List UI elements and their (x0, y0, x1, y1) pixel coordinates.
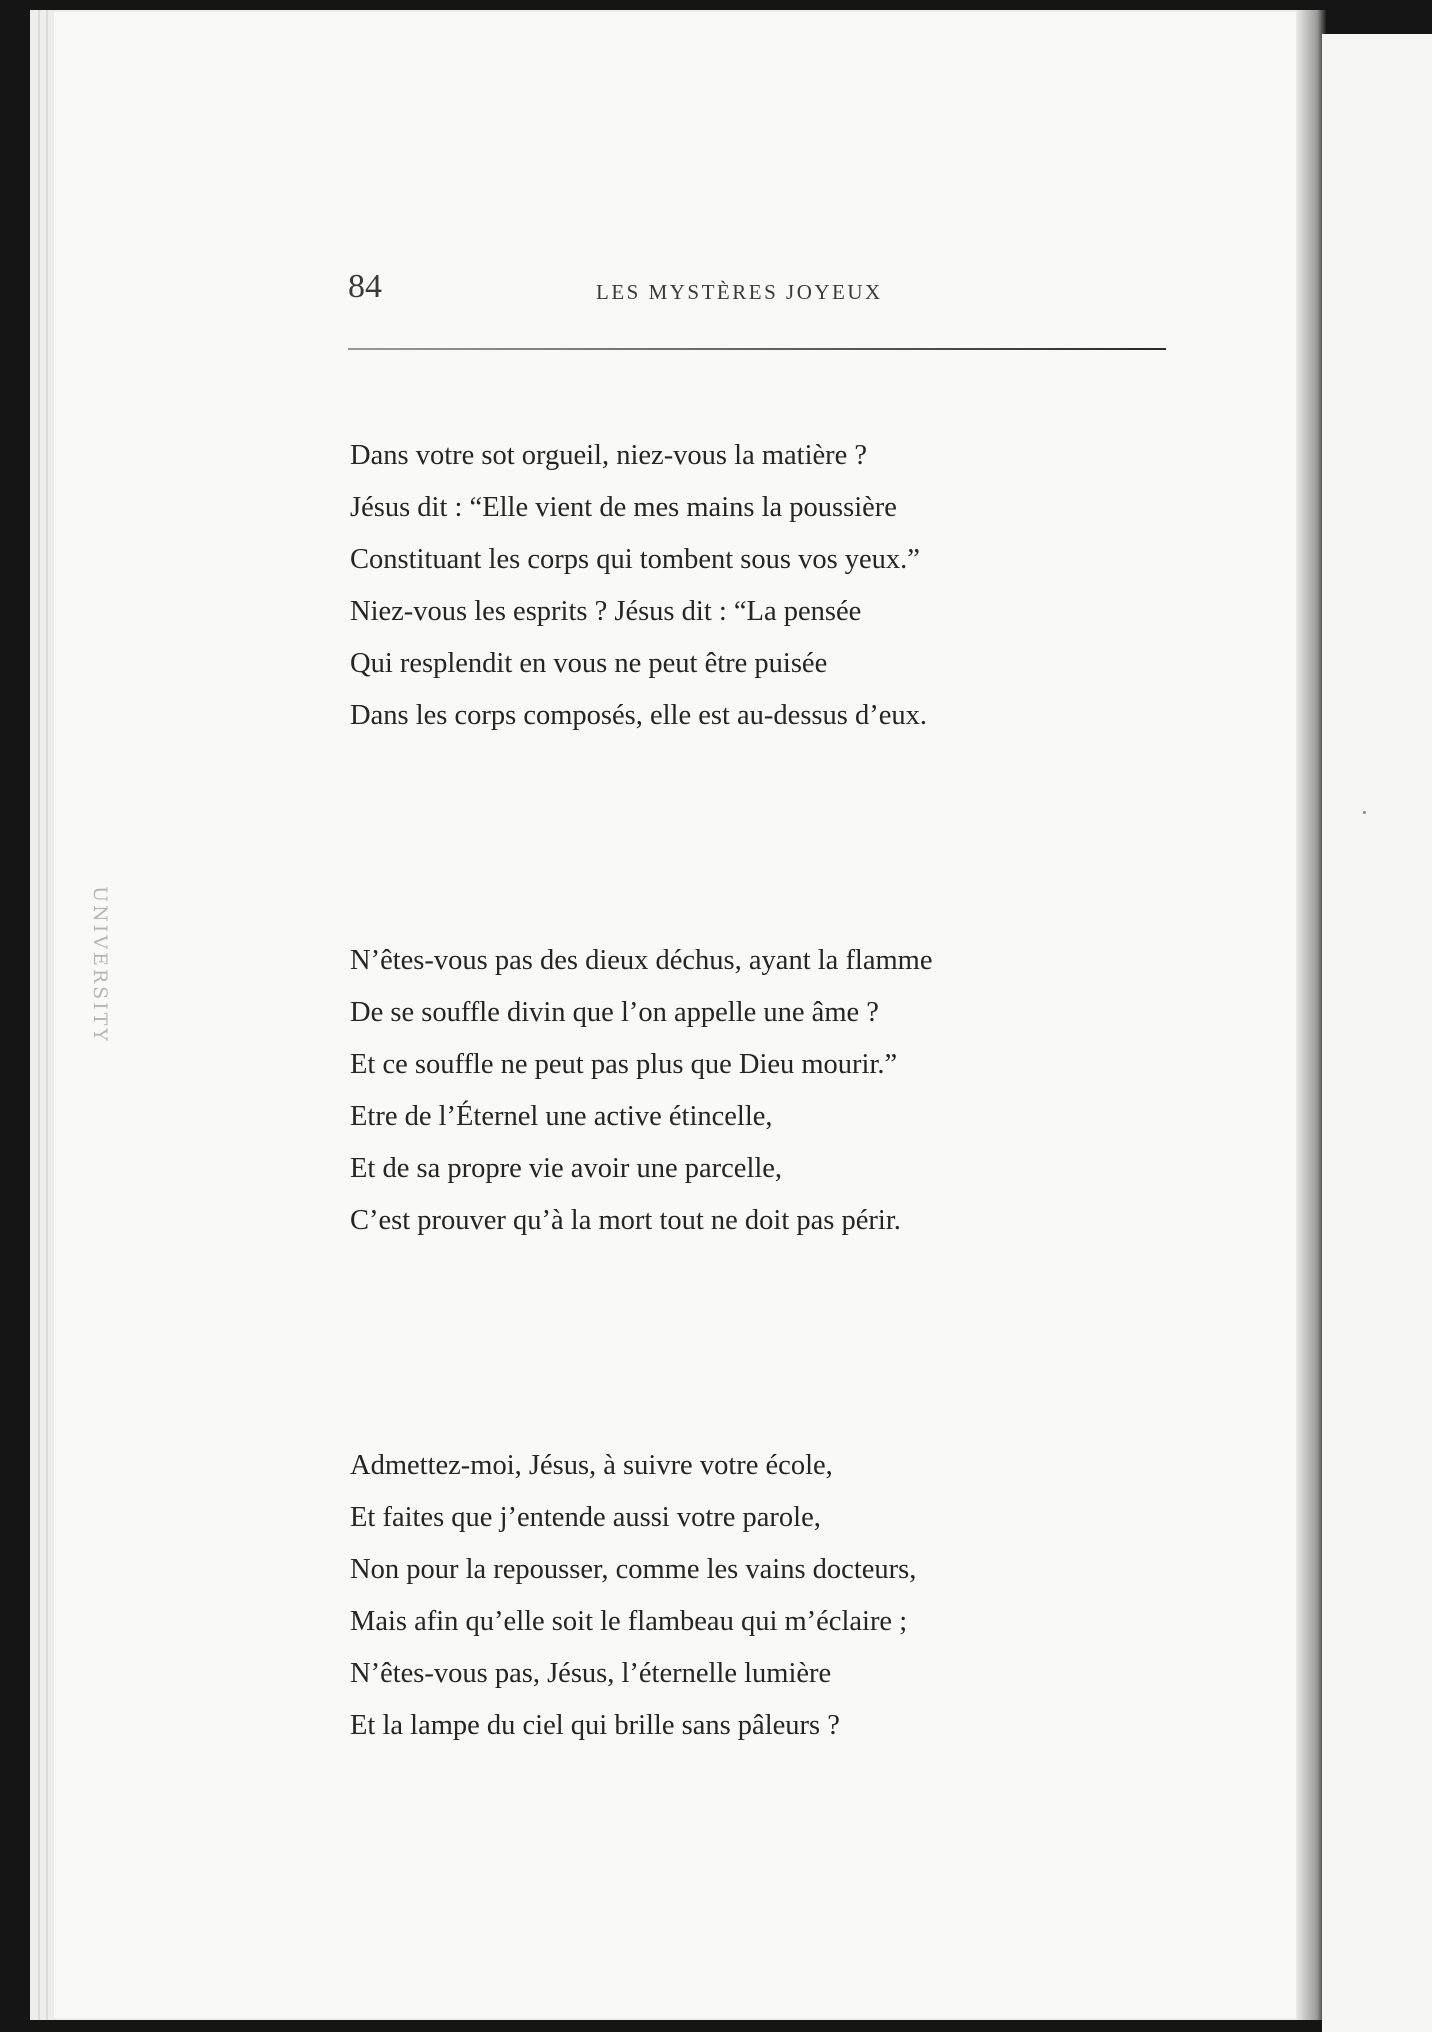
verse-line: Dans les corps composés, elle est au-dessus d’eux. (350, 700, 927, 731)
header-rule (348, 348, 1166, 350)
verse-line: Et la lampe du ciel qui brille sans pâleurs ? (350, 1710, 840, 1741)
verse-line: Non pour la repousser, comme les vains docteurs, (350, 1554, 917, 1585)
page-number: 84 (348, 268, 382, 305)
verse-line: De se souffle divin que l’on appelle une âme ? (350, 997, 879, 1028)
stanza (350, 430, 927, 742)
verse-line: Etre de l’Éternel une active étincelle, (350, 1101, 773, 1132)
verse-line: Jésus dit : “Elle vient de mes mains la poussière (350, 492, 897, 523)
verse-line: N’êtes-vous pas, Jésus, l’éternelle lumière (350, 1658, 832, 1689)
verse-line: Admettez-moi, Jésus, à suivre votre école, (350, 1450, 833, 1481)
verse-line: Qui resplendit en vous ne peut être puisée (350, 648, 828, 679)
running-title: LES MYSTÈRES JOYEUX (596, 280, 883, 304)
stanza (350, 935, 932, 1247)
page-header (348, 268, 1166, 314)
verse-line: Et ce souffle ne peut pas plus que Dieu mourir.” (350, 1049, 898, 1080)
margin-stamp-text: UNIVERSITY (89, 886, 111, 1044)
facing-page-edge (1322, 34, 1432, 2032)
page-edge-line (38, 10, 40, 2020)
verse-line: Dans votre sot orgueil, niez-vous la matière ? (350, 440, 868, 471)
verse-line: N’êtes-vous pas des dieux déchus, ayant la flamme (350, 945, 933, 976)
scan-speck (1363, 811, 1366, 814)
stanza (350, 1440, 916, 1752)
verse-line: Niez-vous les esprits ? Jésus dit : “La pensée (350, 596, 862, 627)
verse-line: Mais afin qu’elle soit le flambeau qui m’éclaire ; (350, 1606, 908, 1637)
verse-line: C’est prouver qu’à la mort tout ne doit pas périr. (350, 1205, 901, 1236)
verse-line: Et faites que j’entende aussi votre parole, (350, 1502, 821, 1533)
page-edge-line (46, 10, 48, 2020)
verse-line: Et de sa propre vie avoir une parcelle, (350, 1153, 783, 1184)
margin-library-stamp (82, 860, 118, 1070)
verse-line: Constituant les corps qui tombent sous vos yeux.” (350, 544, 920, 575)
